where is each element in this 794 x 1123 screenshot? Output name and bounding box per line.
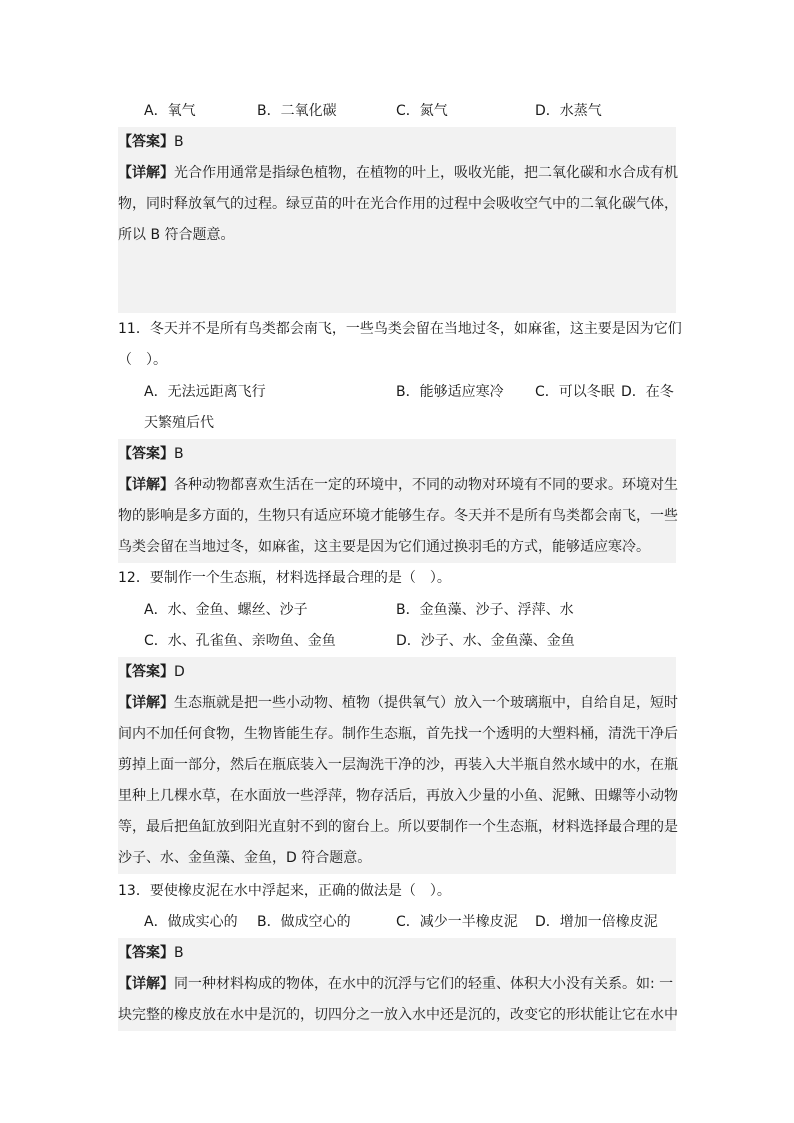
q13-option-c: C．减少一半橡皮泥 bbox=[396, 914, 518, 930]
q10-detail-blank bbox=[118, 251, 676, 313]
detail-text: 同一种材料构成的物体，在水中的沉浮与它们的轻重、体积大小没有关系。如: 一 bbox=[174, 976, 674, 992]
q11-option-b: B．能够适应寒冷 bbox=[396, 384, 504, 400]
q10-options-row bbox=[118, 96, 676, 127]
q12-option-d: D．沙子、水、金鱼藻、金鱼 bbox=[396, 633, 575, 649]
q11-options-row bbox=[118, 377, 676, 408]
answer-tag: 【答案】 bbox=[118, 664, 174, 680]
q12-option-a: A．水、金鱼、螺丝、沙子 bbox=[144, 602, 308, 618]
q10-detail-line-2: 物，同时释放氧气的过程。绿豆苗的叶在光合作用的过程中会吸收空气中的二氧化碳气体， bbox=[118, 189, 676, 220]
q10-option-c: C．氮气 bbox=[396, 103, 448, 119]
q10-option-a: A．氧气 bbox=[144, 103, 196, 119]
detail-text: 光合作用通常是指绿色植物，在植物的叶上，吸收光能，把二氧化碳和水合成有机 bbox=[174, 165, 678, 181]
q10-option-b: B．二氧化碳 bbox=[257, 103, 337, 119]
answer-value: B bbox=[174, 446, 184, 462]
q11-stem-line-2: （ ）。 bbox=[118, 352, 167, 368]
q13-detail-line-2: 块完整的橡皮放在水中是沉的，切四分之一放入水中还是沉的，改变它的形状能让它在水中 bbox=[118, 1000, 676, 1031]
q11-detail-line-3: 鸟类会留在当地过冬，如麻雀，这主要是因为它们通过换羽毛的方式，能够适应寒冷。 bbox=[118, 532, 676, 563]
q12-answer bbox=[118, 657, 676, 688]
q11-stem-line-1: 11．冬天并不是所有鸟类都会南飞，一些鸟类会留在当地过冬，如麻雀，这主要是因为它们 bbox=[118, 321, 682, 337]
q13-option-a: A．做成实心的 bbox=[144, 914, 238, 930]
q12-options-row-1 bbox=[118, 595, 676, 626]
q13-answer bbox=[118, 938, 676, 969]
q11-answer bbox=[118, 439, 676, 470]
detail-text: 生态瓶就是把一些小动物、植物（提供氧气）放入一个玻璃瓶中，自给自足，短时 bbox=[174, 695, 678, 711]
detail-tag: 【详解】 bbox=[118, 165, 174, 181]
q10-detail-line-3: 所以 B 符合题意。 bbox=[118, 220, 676, 251]
q11-option-a: A．无法远距离飞行 bbox=[144, 384, 266, 400]
answer-tag: 【答案】 bbox=[118, 446, 174, 462]
q12-detail-line-3: 剪掉上面一部分，然后在瓶底装入一层淘洗干净的沙，再装入大半瓶自然水域中的水，在瓶 bbox=[118, 750, 676, 781]
answer-tag: 【答案】 bbox=[118, 134, 174, 150]
q12-detail-line-5: 等，最后把鱼缸放到阳光直射不到的窗台上。所以要制作一个生态瓶，材料选择最合理的是 bbox=[118, 812, 676, 843]
q12-detail-line-6: 沙子、水、金鱼藻、金鱼，D 符合题意。 bbox=[118, 843, 676, 874]
answer-value: B bbox=[174, 945, 184, 961]
q12-option-c: C．水、孔雀鱼、亲吻鱼、金鱼 bbox=[144, 633, 336, 649]
q11-detail-line-2: 物的影响是多方面的，生物只有适应环境才能够生存。冬天并不是所有鸟类都会南飞，一些 bbox=[118, 501, 676, 532]
detail-tag: 【详解】 bbox=[118, 695, 174, 711]
q13-option-b: B．做成空心的 bbox=[257, 914, 351, 930]
q11-option-d: D．在冬 bbox=[621, 384, 674, 400]
q11-option-c: C．可以冬眠 bbox=[535, 384, 615, 400]
answer-value: D bbox=[174, 664, 185, 680]
q13-options-row bbox=[118, 907, 676, 938]
q11-option-d-continued: 天繁殖后代 bbox=[144, 415, 214, 431]
detail-text: 各种动物都喜欢生活在一定的环境中，不同的动物对环境有不同的要求。环境对生 bbox=[174, 477, 678, 493]
q11-options-wrap bbox=[118, 408, 676, 439]
q10-answer bbox=[118, 127, 676, 158]
q12-detail-line-4: 里种上几棵水草，在水面放一些浮萍，物存活后，再放入少量的小鱼、泥鳅、田螺等小动物 bbox=[118, 781, 676, 812]
q13-stem: 13．要使橡皮泥在水中浮起来，正确的做法是（ ）。 bbox=[118, 883, 451, 899]
detail-tag: 【详解】 bbox=[118, 976, 174, 992]
q12-detail-line-2: 间内不加任何食物，生物皆能生存。制作生态瓶，首先找一个透明的大塑料桶，清洗干净后 bbox=[118, 719, 676, 750]
q12-option-b: B．金鱼藻、沙子、浮萍、水 bbox=[396, 602, 574, 618]
q12-detail-line-1 bbox=[118, 688, 676, 719]
detail-tag: 【详解】 bbox=[118, 477, 174, 493]
q13-detail-line-1 bbox=[118, 969, 676, 1000]
answer-value: B bbox=[174, 134, 184, 150]
q12-options-row-2 bbox=[118, 626, 676, 657]
answer-tag: 【答案】 bbox=[118, 945, 174, 961]
q10-option-d: D．水蒸气 bbox=[535, 103, 602, 119]
q11-detail-line-1 bbox=[118, 470, 676, 501]
q12-stem: 12．要制作一个生态瓶，材料选择最合理的是（ ）。 bbox=[118, 570, 451, 586]
q10-detail-line-1 bbox=[118, 158, 676, 189]
q13-option-d: D．增加一倍橡皮泥 bbox=[535, 914, 658, 930]
